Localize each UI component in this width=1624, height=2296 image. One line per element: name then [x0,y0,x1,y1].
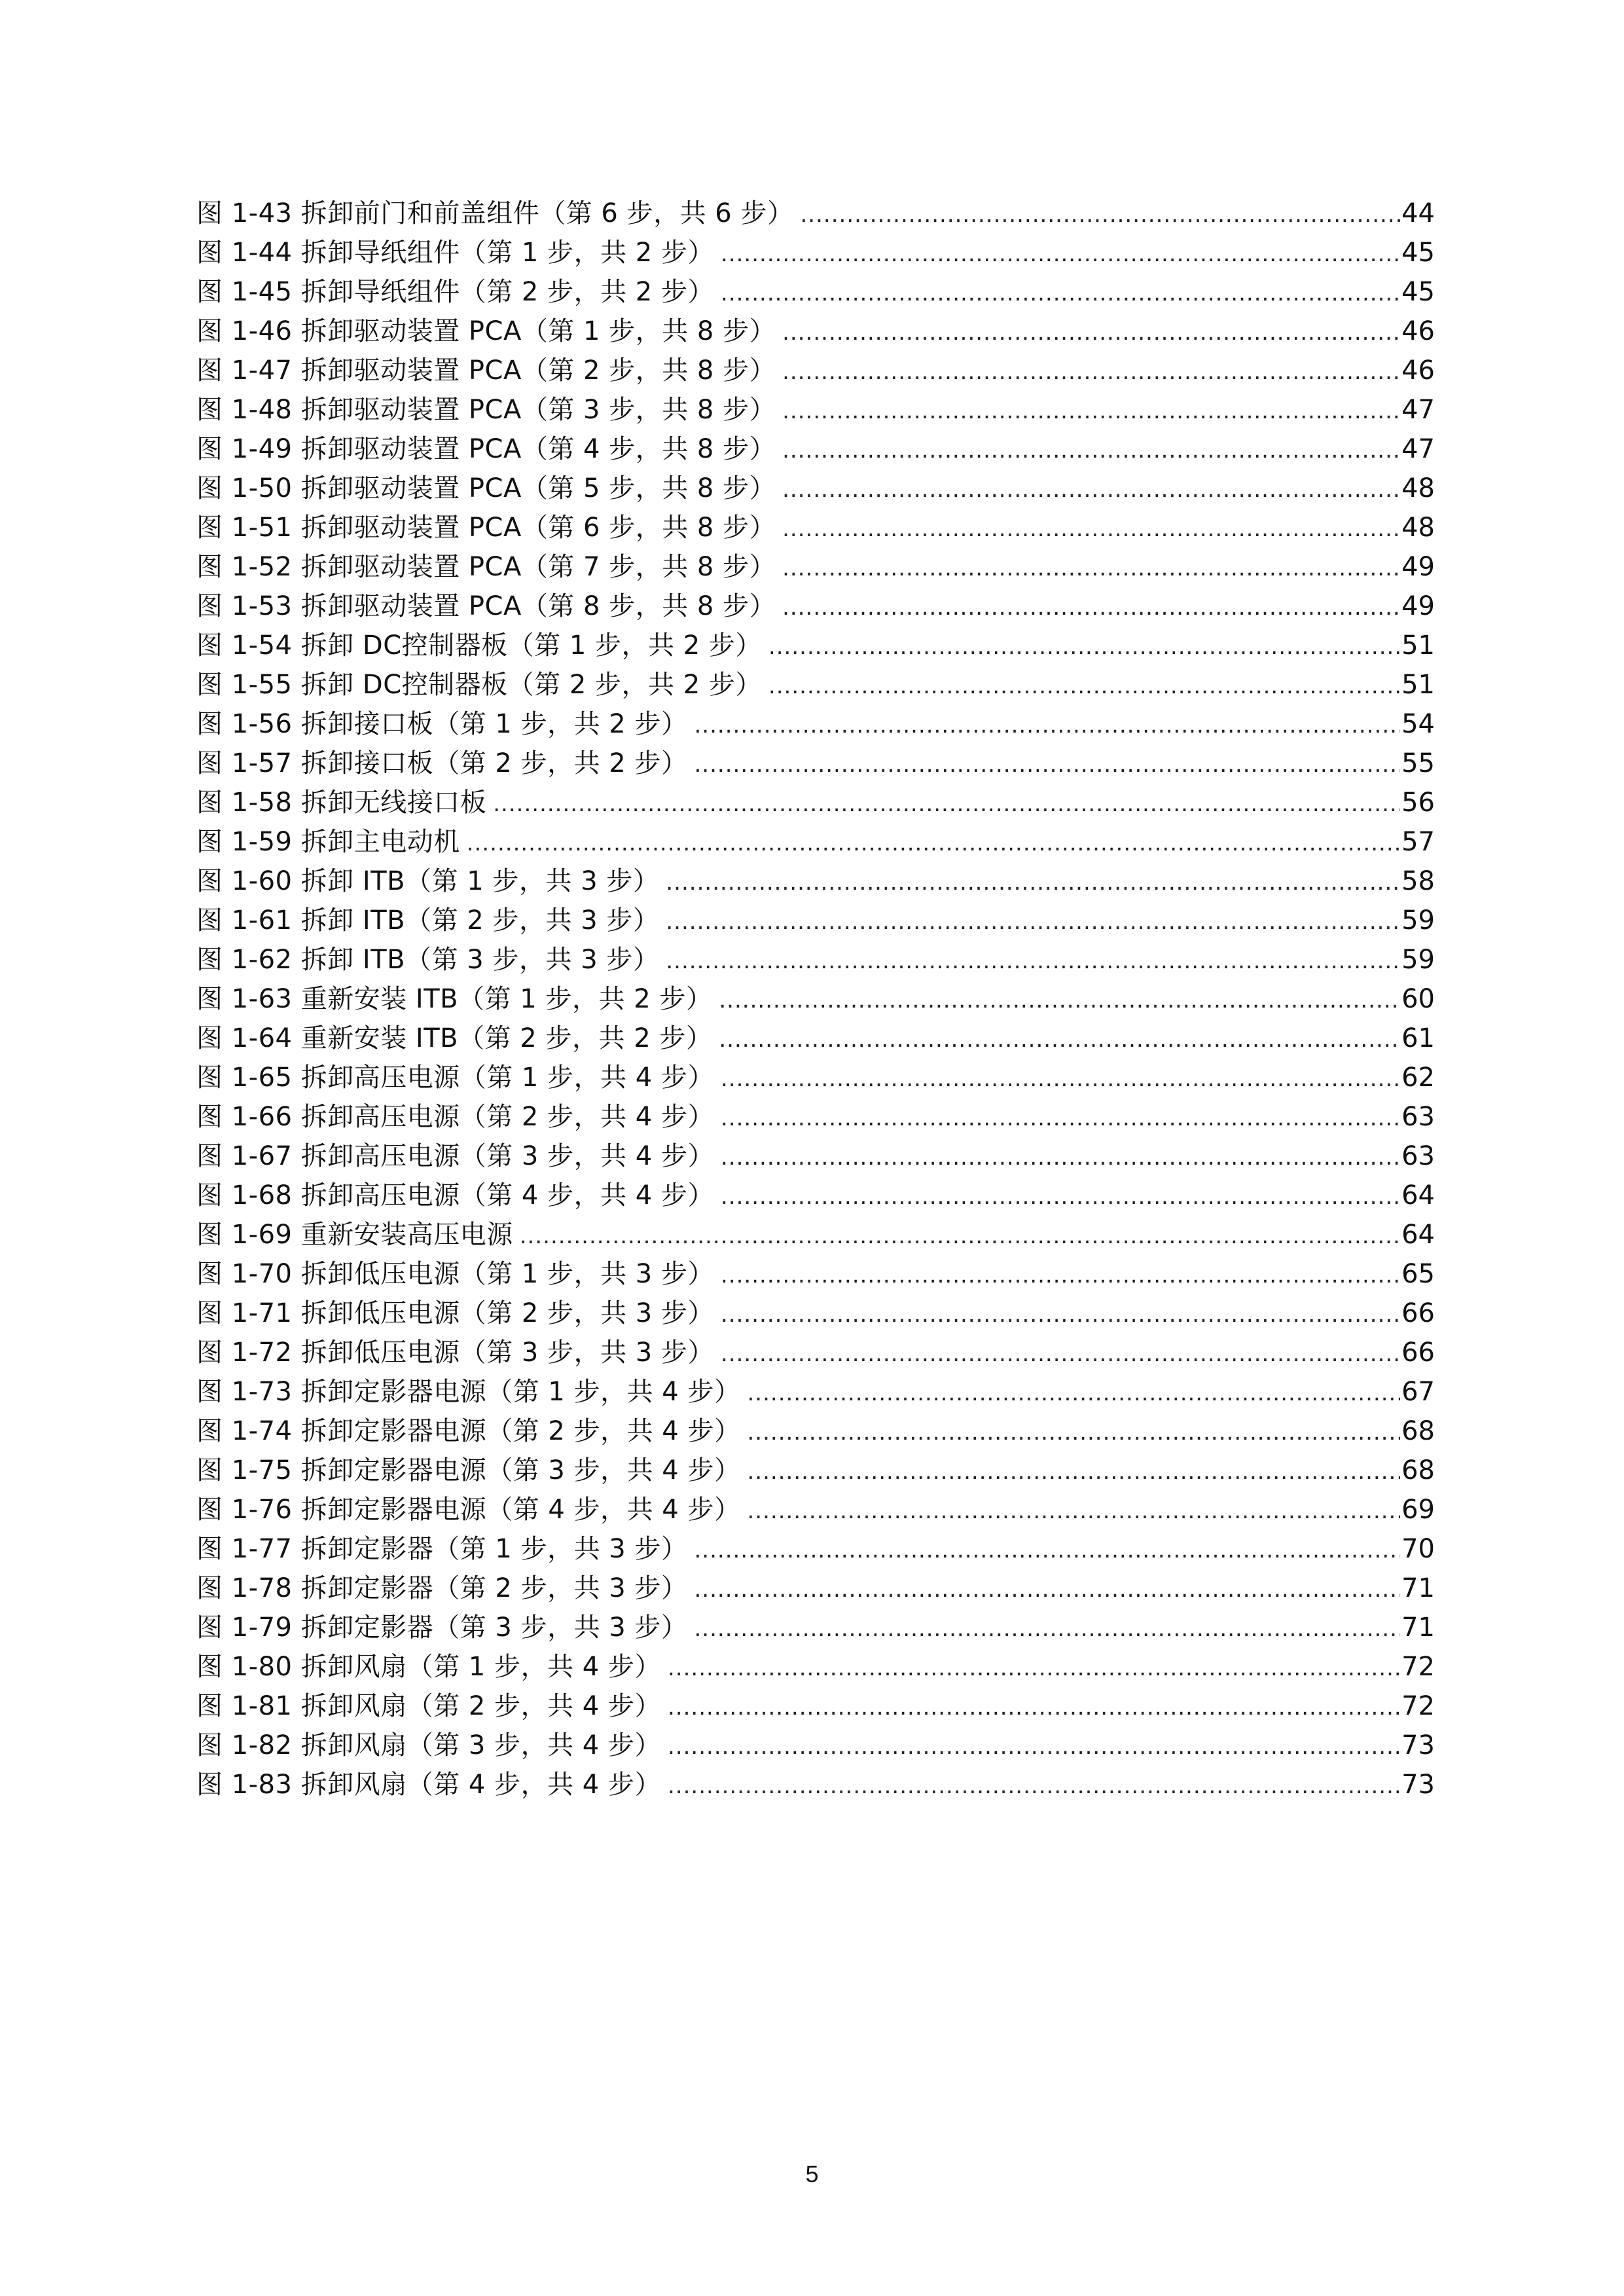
toc-entry[interactable] [196,547,1435,587]
page-number: 5 [805,2160,819,2187]
toc-entry-leader [668,1649,1400,1688]
toc-entry-leader [493,784,1400,824]
toc-entry-leader [719,981,1400,1020]
toc-entry-label: 图 1-55 拆卸 DC控制器板（第 2 步，共 2 步） [196,670,762,700]
toc-entry[interactable] [196,1019,1435,1058]
toc-entry-page-number: 54 [1401,709,1435,739]
toc-entry-label: 图 1-62 拆卸 ITB（第 3 步，共 3 步） [196,945,660,975]
toc-entry-label: 图 1-72 拆卸低压电源（第 3 步，共 3 步） [196,1338,714,1368]
toc-entry[interactable] [196,429,1435,469]
toc-entry-leader [782,588,1400,627]
toc-entry[interactable] [196,901,1435,940]
toc-entry-leader [747,1413,1400,1452]
toc-entry-page-number: 55 [1401,748,1435,778]
toc-entry-page-number: 63 [1401,1141,1435,1171]
toc-entry[interactable] [196,312,1435,351]
toc-entry-leader [747,1491,1400,1531]
toc-entry-label: 图 1-59 拆卸主电动机 [196,827,460,857]
toc-entry[interactable] [196,1529,1435,1569]
toc-entry[interactable] [196,1608,1435,1647]
toc-entry-leader [782,509,1400,549]
toc-entry-leader [782,549,1400,588]
toc-entry-leader [721,274,1400,313]
toc-entry-leader [721,1334,1400,1374]
toc-entry-leader [782,431,1400,470]
toc-entry-leader [782,392,1400,431]
toc-entry-page-number: 56 [1401,788,1435,818]
toc-entry-leader [666,902,1400,941]
toc-entry[interactable] [196,626,1435,665]
toc-entry-leader [721,1099,1400,1138]
toc-entry[interactable] [196,1569,1435,1608]
toc-entry[interactable] [196,704,1435,744]
toc-entry-page-number: 71 [1401,1613,1435,1643]
toc-entry-label: 图 1-43 拆卸前门和前盖组件（第 6 步，共 6 步） [196,198,794,228]
toc-entry-leader [668,1727,1400,1766]
toc-entry-label: 图 1-54 拆卸 DC控制器板（第 1 步，共 2 步） [196,630,762,661]
toc-entry-label: 图 1-80 拆卸风扇（第 1 步，共 4 步） [196,1652,661,1682]
toc-entry[interactable] [196,351,1435,390]
toc-entry-leader [782,352,1400,392]
toc-entry-leader [520,1216,1400,1256]
toc-entry-label: 图 1-63 重新安装 ITB（第 1 步，共 2 步） [196,984,713,1014]
toc-entry[interactable] [196,979,1435,1019]
toc-entry[interactable] [196,1726,1435,1765]
toc-entry[interactable] [196,1765,1435,1804]
toc-entry-label: 图 1-64 重新安装 ITB（第 2 步，共 2 步） [196,1023,713,1053]
toc-entry-leader [467,824,1400,863]
toc-entry[interactable] [196,233,1435,272]
toc-entry-label: 图 1-49 拆卸驱动装置 PCA（第 4 步，共 8 步） [196,434,776,464]
toc-entry-page-number: 59 [1401,945,1435,975]
toc-entry-leader [782,313,1400,352]
toc-entry-label: 图 1-60 拆卸 ITB（第 1 步，共 3 步） [196,866,660,896]
toc-entry-leader [721,1138,1400,1177]
toc-entry-page-number: 64 [1401,1180,1435,1211]
toc-entry-label: 图 1-66 拆卸高压电源（第 2 步，共 4 步） [196,1102,714,1132]
toc-entry-page-number: 62 [1401,1063,1435,1093]
toc-entry-leader [719,1020,1400,1059]
toc-entry-label: 图 1-73 拆卸定影器电源（第 1 步，共 4 步） [196,1377,741,1407]
toc-entry-leader [768,627,1400,666]
toc-entry-page-number: 70 [1401,1534,1435,1564]
toc-entry-page-number: 72 [1401,1652,1435,1682]
toc-entry[interactable] [196,1294,1435,1333]
toc-entry-leader [694,745,1400,784]
toc-entry-label: 图 1-83 拆卸风扇（第 4 步，共 4 步） [196,1770,661,1800]
toc-entry[interactable] [196,1058,1435,1097]
toc-entry-label: 图 1-48 拆卸驱动装置 PCA（第 3 步，共 8 步） [196,395,776,425]
toc-entry[interactable] [196,1137,1435,1176]
toc-entry-page-number: 49 [1401,591,1435,621]
toc-entry-page-number: 69 [1401,1495,1435,1525]
toc-entry-label: 图 1-65 拆卸高压电源（第 1 步，共 4 步） [196,1063,714,1093]
toc-entry-page-number: 73 [1401,1730,1435,1760]
toc-entry-page-number: 68 [1401,1455,1435,1485]
toc-entry-label: 图 1-81 拆卸风扇（第 2 步，共 4 步） [196,1691,661,1721]
toc-entry-page-number: 68 [1401,1416,1435,1446]
toc-entry-label: 图 1-51 拆卸驱动装置 PCA（第 6 步，共 8 步） [196,513,776,543]
toc-entry-label: 图 1-45 拆卸导纸组件（第 2 步，共 2 步） [196,277,714,307]
toc-entry-page-number: 48 [1401,513,1435,543]
toc-entry-label: 图 1-78 拆卸定影器（第 2 步，共 3 步） [196,1573,688,1603]
toc-entry-label: 图 1-50 拆卸驱动装置 PCA（第 5 步，共 8 步） [196,473,776,503]
toc-entry[interactable] [196,822,1435,862]
toc-entry-leader [721,1059,1400,1099]
toc-entry-label: 图 1-56 拆卸接口板（第 1 步，共 2 步） [196,709,688,739]
toc-entry[interactable] [196,1215,1435,1254]
toc-entry-label: 图 1-77 拆卸定影器（第 1 步，共 3 步） [196,1534,688,1564]
toc-entry-label: 图 1-58 拆卸无线接口板 [196,788,487,818]
toc-entry-label: 图 1-57 拆卸接口板（第 2 步，共 2 步） [196,748,688,778]
toc-entry-page-number: 45 [1401,277,1435,307]
toc-entry-label: 图 1-47 拆卸驱动装置 PCA（第 2 步，共 8 步） [196,355,776,386]
toc-entry-page-number: 63 [1401,1102,1435,1132]
toc-entry-page-number: 66 [1401,1338,1435,1368]
toc-entry-leader [694,706,1400,745]
toc-entry-page-number: 51 [1401,630,1435,661]
toc-entry-leader [747,1452,1400,1491]
toc-entry[interactable] [196,1372,1435,1412]
toc-entry-leader [721,1177,1400,1216]
toc-entry-page-number: 49 [1401,552,1435,582]
toc-entry-leader [721,234,1400,274]
toc-entry-leader [666,863,1400,902]
toc-entry-leader [694,1609,1400,1649]
toc-entry[interactable] [196,665,1435,704]
toc-entry[interactable] [196,783,1435,822]
toc-entry-label: 图 1-44 拆卸导纸组件（第 1 步，共 2 步） [196,238,714,268]
toc-entry-label: 图 1-74 拆卸定影器电源（第 2 步，共 4 步） [196,1416,741,1446]
toc-entry[interactable] [196,1490,1435,1529]
toc-entry-label: 图 1-75 拆卸定影器电源（第 3 步，共 4 步） [196,1455,741,1485]
toc-entry[interactable] [196,390,1435,429]
toc-entry-page-number: 46 [1401,316,1435,346]
toc-entry-page-number: 58 [1401,866,1435,896]
toc-entry-leader [768,666,1400,706]
toc-entry-label: 图 1-46 拆卸驱动装置 PCA（第 1 步，共 8 步） [196,316,776,346]
toc-entry[interactable] [196,940,1435,979]
toc-entry-page-number: 45 [1401,238,1435,268]
toc-entry-page-number: 47 [1401,434,1435,464]
toc-entry-leader [668,1766,1400,1806]
toc-entry-label: 图 1-68 拆卸高压电源（第 4 步，共 4 步） [196,1180,714,1211]
toc-entry-page-number: 71 [1401,1573,1435,1603]
toc-entry[interactable] [196,587,1435,626]
toc-entry-page-number: 73 [1401,1770,1435,1800]
toc-entry-page-number: 65 [1401,1259,1435,1289]
toc-entry-leader [666,941,1400,981]
toc-entry-leader [668,1688,1400,1727]
toc-entry-leader [721,1256,1400,1295]
toc-entry[interactable] [196,744,1435,783]
toc-entry-label: 图 1-67 拆卸高压电源（第 3 步，共 4 步） [196,1141,714,1171]
toc-entry-label: 图 1-79 拆卸定影器（第 3 步，共 3 步） [196,1613,688,1643]
toc-entry-label: 图 1-52 拆卸驱动装置 PCA（第 7 步，共 8 步） [196,552,776,582]
toc-entry-page-number: 44 [1401,198,1435,228]
toc-entry-page-number: 60 [1401,984,1435,1014]
toc-entry[interactable] [196,862,1435,901]
toc-entry-leader [694,1531,1400,1570]
toc-entry[interactable] [196,1333,1435,1372]
toc-entry[interactable] [196,508,1435,547]
toc-entry-page-number: 67 [1401,1377,1435,1407]
toc-entry-leader [721,1295,1400,1334]
toc-entry-label: 图 1-71 拆卸低压电源（第 2 步，共 3 步） [196,1298,714,1328]
toc-entry-page-number: 72 [1401,1691,1435,1721]
list-of-figures [196,194,1435,1804]
toc-entry-page-number: 57 [1401,827,1435,857]
toc-entry-label: 图 1-69 重新安装高压电源 [196,1220,513,1250]
toc-entry-label: 图 1-61 拆卸 ITB（第 2 步，共 3 步） [196,905,660,936]
toc-entry[interactable] [196,1451,1435,1490]
toc-entry-leader [747,1374,1400,1413]
toc-entry[interactable] [196,1686,1435,1726]
toc-entry-page-number: 46 [1401,355,1435,386]
toc-entry-page-number: 51 [1401,670,1435,700]
toc-entry-leader [800,195,1400,234]
toc-entry[interactable] [196,1097,1435,1137]
toc-entry[interactable] [196,1254,1435,1294]
toc-entry[interactable] [196,272,1435,312]
toc-entry[interactable] [196,1176,1435,1215]
toc-entry-leader [694,1570,1400,1609]
toc-entry-page-number: 61 [1401,1023,1435,1053]
toc-entry-leader [782,470,1400,509]
toc-entry[interactable] [196,1412,1435,1451]
toc-entry-page-number: 66 [1401,1298,1435,1328]
toc-entry-page-number: 59 [1401,905,1435,936]
toc-entry[interactable] [196,1647,1435,1686]
toc-entry-page-number: 64 [1401,1220,1435,1250]
toc-entry-page-number: 48 [1401,473,1435,503]
toc-entry[interactable] [196,469,1435,508]
toc-entry[interactable] [196,194,1435,233]
toc-entry-page-number: 47 [1401,395,1435,425]
toc-entry-label: 图 1-76 拆卸定影器电源（第 4 步，共 4 步） [196,1495,741,1525]
toc-entry-label: 图 1-70 拆卸低压电源（第 1 步，共 3 步） [196,1259,714,1289]
toc-entry-label: 图 1-82 拆卸风扇（第 3 步，共 4 步） [196,1730,661,1760]
toc-entry-label: 图 1-53 拆卸驱动装置 PCA（第 8 步，共 8 步） [196,591,776,621]
